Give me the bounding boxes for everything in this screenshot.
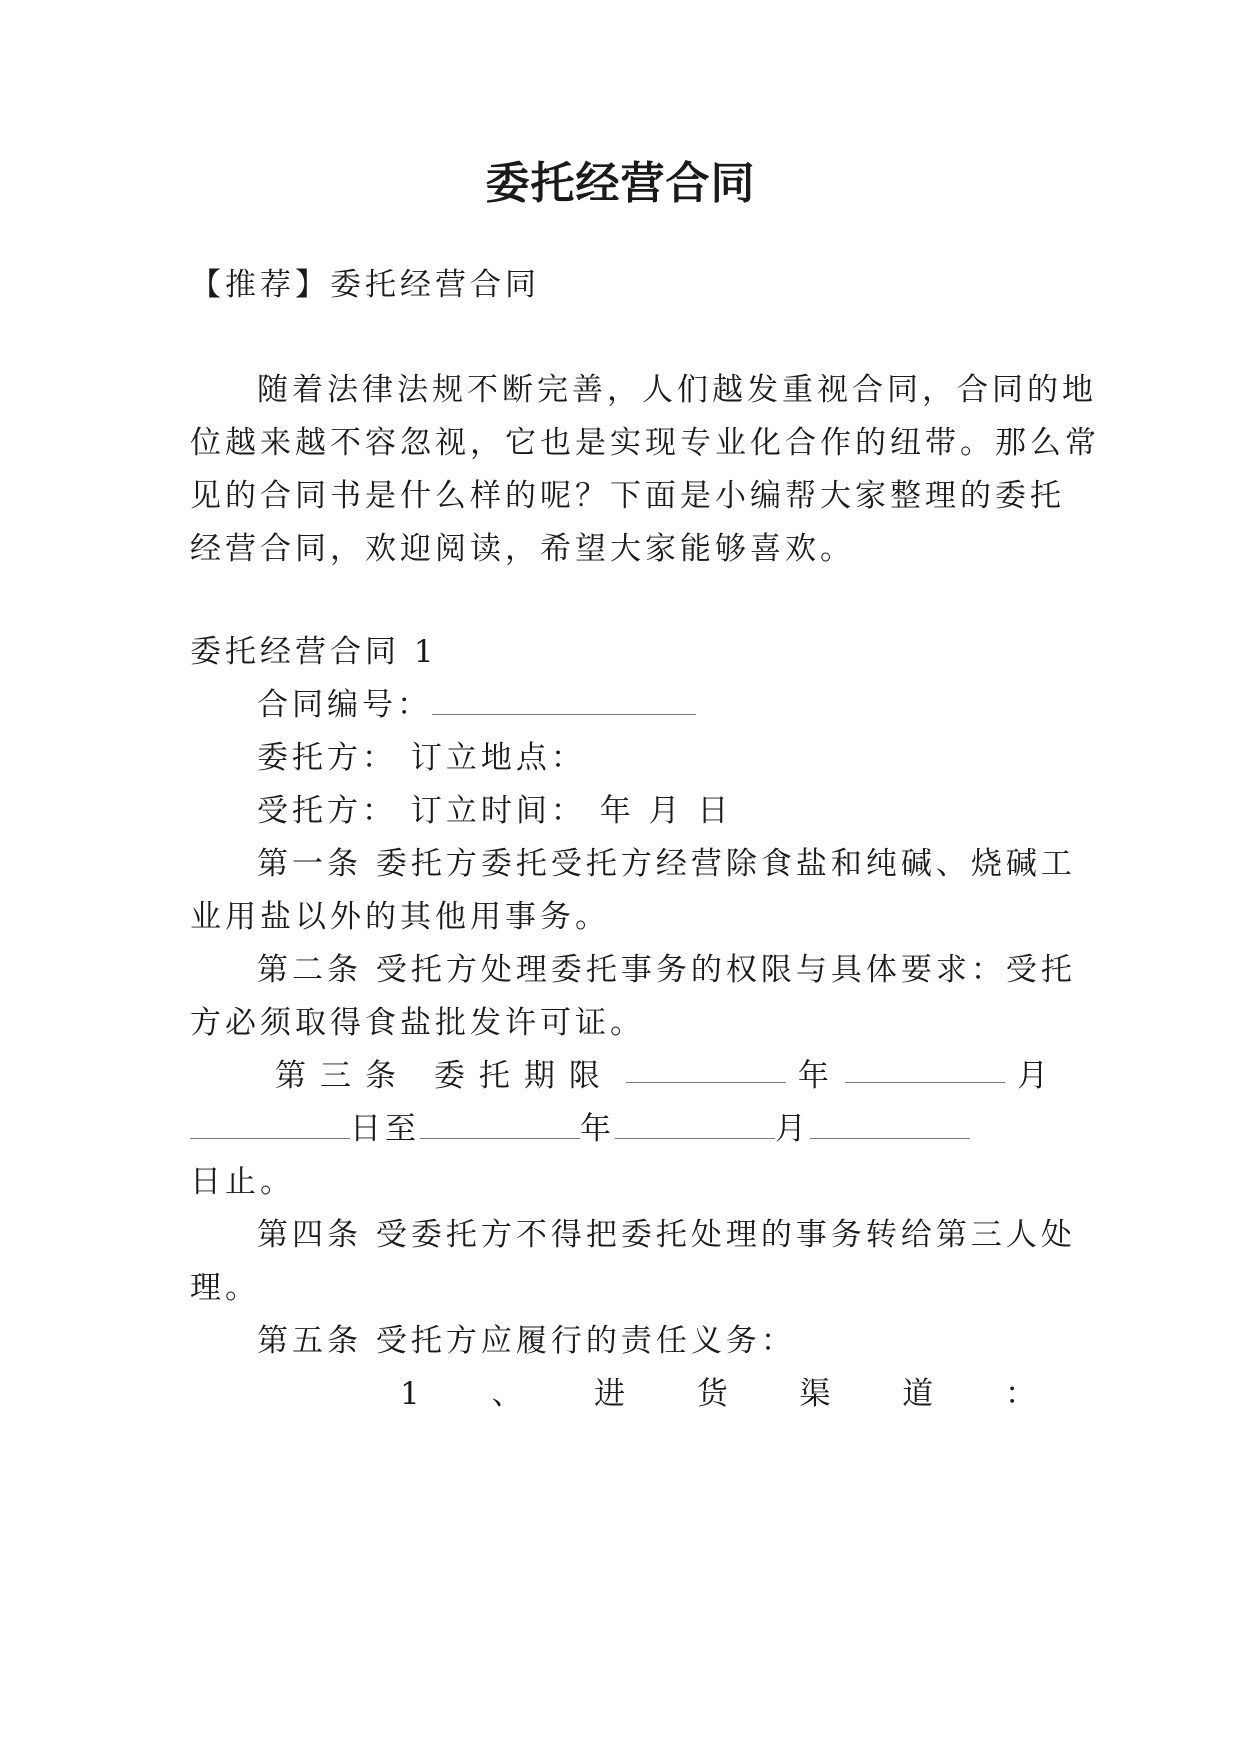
article3-month: 月 [1016, 1058, 1052, 1094]
article3-label: 第三条 委托期限 [275, 1058, 614, 1094]
item1-char-1: 进 [594, 1376, 630, 1412]
article3-line-1 [275, 1056, 1052, 1096]
article3-year2: 年 [580, 1111, 615, 1147]
item1-char-4: 道 [902, 1376, 938, 1412]
article1-line-1: 第一条 委托方委托受托方经营除食盐和纯碱、烧碱工 [257, 846, 1076, 882]
contract-number-blank [432, 688, 696, 715]
item1-number: 1 [400, 1376, 424, 1412]
item1-row [400, 1374, 1040, 1414]
principal-line: 委托方： 订立地点： [257, 740, 586, 776]
article2-line-2: 方必须取得食盐批发许可证。 [190, 1005, 645, 1041]
item1-colon: ： [1004, 1376, 1040, 1412]
item1-comma: 、 [491, 1376, 527, 1412]
intro-line-2: 位越来越不容忽视，它也是实现专业化合作的纽带。那么常 [190, 425, 1100, 461]
intro-line-4: 经营合同，欢迎阅读，希望大家能够喜欢。 [190, 531, 855, 567]
article3-day-to: 日至 [350, 1111, 420, 1147]
article4-line-1: 第四条 受委托方不得把委托处理的事务转给第三人处 [257, 1217, 1076, 1253]
period-blank-6 [810, 1112, 970, 1139]
article3-line-3: 日止。 [190, 1164, 295, 1200]
period-blank-4 [420, 1112, 580, 1139]
agent-line: 受托方： 订立时间： 年 月 日 [257, 793, 733, 829]
article3-year: 年 [797, 1058, 833, 1094]
period-blank-1 [626, 1056, 786, 1083]
period-blank-5 [615, 1112, 775, 1139]
contract-number-line [257, 685, 1117, 725]
item1-char-3: 渠 [799, 1376, 835, 1412]
intro-line-1: 随着法律法规不断完善，人们越发重视合同，合同的地 [257, 372, 1097, 408]
item1-line [400, 1374, 1040, 1414]
period-blank-2 [845, 1056, 1005, 1083]
intro-line-3: 见的合同书是什么样的呢？下面是小编帮大家整理的委托 [190, 478, 1065, 514]
contract-heading: 委托经营合同 1 [190, 634, 438, 670]
article5-line: 第五条 受托方应履行的责任义务： [257, 1323, 796, 1359]
article4-line-2: 理。 [190, 1270, 260, 1306]
recommend-line: 【推荐】委托经营合同 [190, 267, 540, 303]
article2-line-1: 第二条 受托方处理委托事务的权限与具体要求：受托 [257, 952, 1076, 988]
period-blank-3 [190, 1112, 350, 1139]
article3-month2: 月 [775, 1111, 810, 1147]
article3-line-2 [190, 1109, 1050, 1149]
contract-number-label: 合同编号： [257, 687, 432, 723]
article3-row-1 [275, 1056, 1052, 1096]
article1-line-2: 业用盐以外的其他用事务。 [190, 899, 610, 935]
document-title: 委托经营合同 [485, 158, 756, 209]
item1-char-2: 货 [696, 1376, 732, 1412]
